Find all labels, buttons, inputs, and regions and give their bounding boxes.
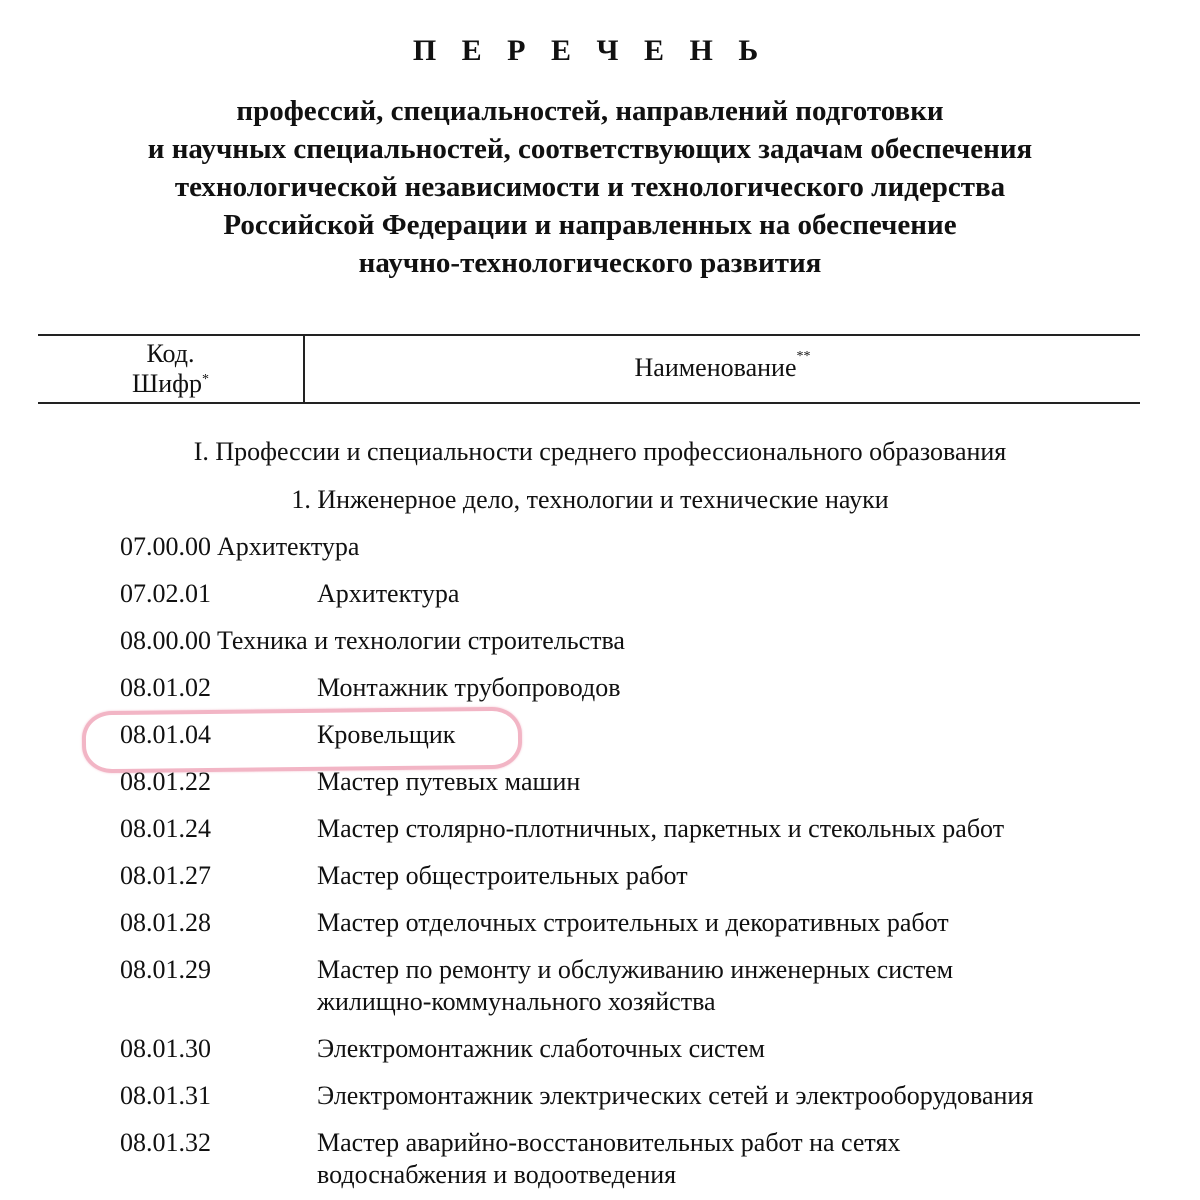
header-name-column [305, 349, 1140, 383]
row-code: 08.01.27 [120, 861, 211, 890]
row-code: 08.01.30 [120, 1034, 211, 1063]
row-code: 08.01.04 [120, 720, 211, 749]
header-code-line1: Код. [146, 339, 195, 368]
row-code: 08.01.28 [120, 908, 211, 937]
row-code: 08.01.02 [120, 673, 211, 702]
row-code: 08.00.00 [120, 626, 211, 655]
row-code: 07.02.01 [120, 579, 211, 608]
section-heading-level1: I. Профессии и специальности среднего профессионального образования [193, 437, 1007, 466]
row-name: Мастер аварийно-восстановительных работ на сетях [317, 1128, 901, 1157]
row-code: 08.01.32 [120, 1128, 211, 1157]
row-name: Монтажник трубопроводов [317, 673, 621, 702]
section-heading-level2: 1. Инженерное дело, технологии и технические науки [291, 485, 889, 514]
subtitle-line: профессий, специальностей, направлений подготовки [236, 95, 944, 127]
subtitle-line: технологической независимости и технологического лидерства [174, 171, 1006, 203]
subtitle-line: Российской Федерации и направленных на обеспечение [223, 209, 957, 241]
footnote-mark: ** [796, 349, 811, 364]
row-name-line2: жилищно-коммунального хозяйства [317, 987, 716, 1016]
row-name: Мастер столярно-плотничных, паркетных и стекольных работ [317, 814, 1005, 843]
table-top-rule [38, 334, 1140, 336]
row-name: Кровельщик [317, 720, 456, 749]
highlight-circle-annotation [82, 707, 523, 774]
row-code: 08.01.22 [120, 767, 211, 796]
row-name-line2: водоснабжения и водоотведения [317, 1160, 677, 1189]
subtitle-line: научно-технологического развития [358, 247, 822, 279]
header-code-column [38, 339, 303, 399]
row-name: Архитектура [317, 579, 460, 608]
row-code: 08.01.29 [120, 955, 211, 984]
row-name: Электромонтажник электрических сетей и электрооборудования [317, 1081, 1034, 1110]
header-code-label: Шифр [132, 369, 202, 398]
row-name: Мастер общестроительных работ [317, 861, 688, 890]
group-row [120, 625, 625, 657]
group-row [120, 531, 359, 563]
header-name-label: Наименование [634, 353, 797, 382]
row-code: 08.01.24 [120, 814, 211, 843]
subtitle-line: и научных специальностей, соответствующих задачам обеспечения [147, 133, 1033, 165]
row-name: Мастер путевых машин [317, 767, 581, 796]
footnote-mark: * [202, 372, 209, 387]
document-subtitle [0, 92, 1180, 282]
row-name: Архитектура [217, 532, 360, 561]
row-name: Электромонтажник слаботочных систем [317, 1034, 765, 1063]
row-name: Мастер отделочных строительных и декоративных работ [317, 908, 949, 937]
row-name: Техника и технологии строительства [217, 626, 625, 655]
table-header-rule [38, 402, 1140, 404]
row-code: 08.01.31 [120, 1081, 211, 1110]
header-code-line2 [38, 369, 303, 399]
row-name: Мастер по ремонту и обслуживанию инженерных систем [317, 955, 954, 984]
document-title: П Е Р Е Ч Е Н Ь [412, 34, 768, 67]
row-code: 07.00.00 [120, 532, 211, 561]
